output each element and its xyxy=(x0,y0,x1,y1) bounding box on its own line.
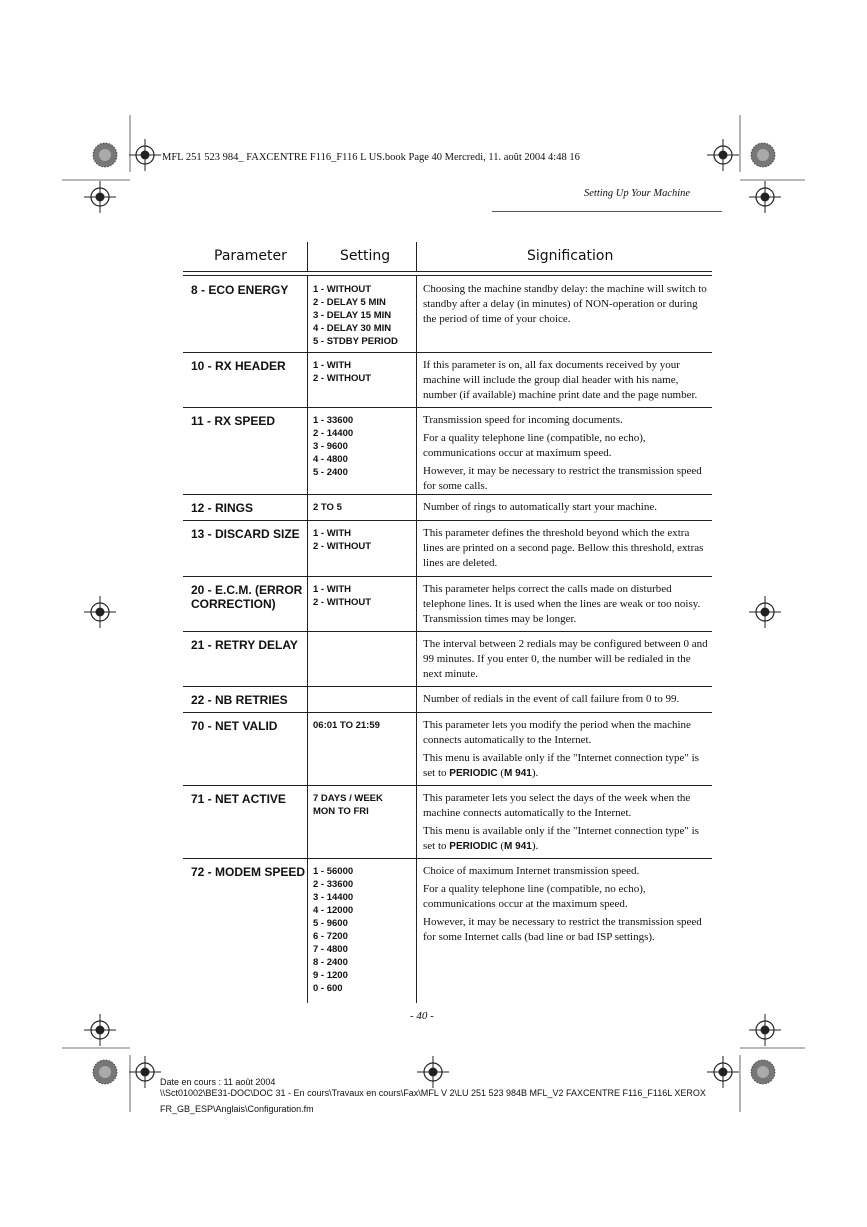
setting-values xyxy=(313,583,417,609)
section-title: Setting Up Your Machine xyxy=(584,188,691,199)
setting-option: 5 - 2400 xyxy=(313,467,348,478)
setting-option: 7 - 4800 xyxy=(313,944,348,955)
setting-values xyxy=(313,792,417,818)
setting-option: 06:01 TO 21:59 xyxy=(313,720,380,731)
header-setting: Setting xyxy=(340,248,391,264)
setting-option: 2 - WITHOUT xyxy=(313,373,372,384)
parameter-name: 72 - MODEM SPEED xyxy=(191,865,306,879)
row-rule xyxy=(183,858,712,859)
setting-option: 0 - 600 xyxy=(313,983,343,994)
parameter-name: 12 - RINGS xyxy=(191,501,254,515)
header-rule xyxy=(492,211,722,212)
setting-option: 2 - 33600 xyxy=(313,879,354,890)
parameter-name: 70 - NET VALID xyxy=(191,719,278,733)
setting-option: 6 - 7200 xyxy=(313,931,348,942)
setting-values xyxy=(313,283,417,348)
parameter-name: 22 - NB RETRIES xyxy=(191,693,288,707)
parameter-name: 20 - E.C.M. (ERROR CORRECTION) xyxy=(191,583,303,611)
header-rule-top xyxy=(183,271,712,272)
row-rule xyxy=(183,520,712,521)
setting-option: 1 - 56000 xyxy=(313,866,354,877)
signification-text: Number of redials in the event of call failure from 0 to 99. xyxy=(423,693,680,705)
signification-text: This parameter lets you modify the period when the machine connects automatically to the Internet. This menu is available only if the "Internet connection type" is set to PERIODIC (M 941). xyxy=(423,719,699,779)
signification-text: The interval between 2 redials may be configured between 0 and 99 minutes. If you enter 0, the number will be redialed in the next minute. xyxy=(423,638,708,680)
parameter-name: 71 - NET ACTIVE xyxy=(191,792,286,806)
setting-option: 2 - WITHOUT xyxy=(313,541,372,552)
setting-option: 1 - 33600 xyxy=(313,415,354,426)
row-rule xyxy=(183,576,712,577)
header-signification: Signification xyxy=(527,248,614,264)
setting-option: 4 - DELAY 30 MIN xyxy=(313,323,392,334)
signification-text: Choice of maximum Internet transmission speed. For a quality telephone line (compatible, no echo), communications occur at the maximum speed. However, it may be necessary to restrict the transmission speed for some Internet calls (bad line or bad ISP settings). xyxy=(423,865,702,943)
setting-option: 5 - STDBY PERIOD xyxy=(313,336,398,347)
signification-text: This parameter helps correct the calls made on disturbed telephone lines. It is used when the lines are weak or too noisy. Transmission times may be longer. xyxy=(423,583,701,625)
row-rule xyxy=(183,407,712,408)
row-rule xyxy=(183,494,712,495)
row-rule xyxy=(183,712,712,713)
signification-text: Choosing the machine standby delay: the machine will switch to standby after a delay (in minutes) of NON-operation or during the period of time of your choice. xyxy=(423,283,707,325)
row-rule xyxy=(183,631,712,632)
header-divider-2 xyxy=(416,242,417,272)
setting-option: 9 - 1200 xyxy=(313,970,348,981)
setting-option: 7 DAYS / WEEK xyxy=(313,793,383,804)
setting-option: 1 - WITH xyxy=(313,584,351,595)
setting-option: 3 - DELAY 15 MIN xyxy=(313,310,392,321)
setting-option: 3 - 14400 xyxy=(313,892,354,903)
header-parameter: Parameter xyxy=(214,248,287,264)
signification-text: Transmission speed for incoming documents. For a quality telephone line (compatible, no echo), communications occur at maximum speed. However, it may be necessary to restrict the transmission speed for some calls. xyxy=(423,414,702,492)
setting-values xyxy=(313,414,417,479)
parameter-name: 13 - DISCARD SIZE xyxy=(191,527,300,541)
setting-option: 2 - DELAY 5 MIN xyxy=(313,297,386,308)
setting-option: 2 - WITHOUT xyxy=(313,597,372,608)
header-rule-bottom xyxy=(183,275,712,276)
setting-option: MON TO FRI xyxy=(313,806,369,817)
setting-option: 1 - WITH xyxy=(313,360,351,371)
row-rule xyxy=(183,686,712,687)
setting-option: 4 - 12000 xyxy=(313,905,354,916)
setting-option: 1 - WITH xyxy=(313,528,351,539)
book-info-line: MFL 251 523 984_ FAXCENTRE F116_F116 L US.book Page 40 Mercredi, 11. août 2004 4:48 16 xyxy=(162,152,580,163)
setting-values xyxy=(313,527,417,553)
setting-option: 2 TO 5 xyxy=(313,502,342,513)
signification-text: This parameter defines the threshold beyond which the extra lines are printed on a second page. Bellow this threshold, extras lines are deleted. xyxy=(423,527,704,569)
setting-values xyxy=(313,501,417,514)
setting-option: 1 - WITHOUT xyxy=(313,284,372,295)
row-rule xyxy=(183,352,712,353)
row-rule xyxy=(183,785,712,786)
page-number: - 40 - xyxy=(410,1010,434,1022)
parameter-name: 11 - RX SPEED xyxy=(191,414,276,428)
setting-option: 3 - 9600 xyxy=(313,441,348,452)
footer-date: Date en cours : 11 août 2004 xyxy=(160,1077,276,1087)
parameter-name: 21 - RETRY DELAY xyxy=(191,638,298,652)
setting-option: 2 - 14400 xyxy=(313,428,354,439)
setting-option: 4 - 4800 xyxy=(313,454,348,465)
footer-file: FR_GB_ESP\Anglais\Configuration.fm xyxy=(160,1104,314,1114)
setting-option: 5 - 9600 xyxy=(313,918,348,929)
parameter-name: 10 - RX HEADER xyxy=(191,359,286,373)
footer-path: \\Sct01002\BE31-DOC\DOC 31 - En cours\Travaux en cours\Fax\MFL V 2\LU 251 523 984B MFL_V2 FAXCENTRE F116_F116L XEROX xyxy=(160,1088,706,1098)
signification-text: If this parameter is on, all fax documents received by your machine will include the group dial header with his name, number (if available) machine print date and the page number. xyxy=(423,359,698,401)
setting-option: 8 - 2400 xyxy=(313,957,348,968)
header-divider-1 xyxy=(307,242,308,272)
signification-text: Number of rings to automatically start your machine. xyxy=(423,501,657,513)
setting-values xyxy=(313,865,417,995)
parameter-name: 8 - ECO ENERGY xyxy=(191,283,289,297)
setting-values xyxy=(313,719,417,732)
setting-values xyxy=(313,359,417,385)
signification-text: This parameter lets you select the days of the week when the machine connects automatically to the Internet. This menu is available only if the "Internet connection type" is set to PERIODIC (M 941). xyxy=(423,792,699,852)
